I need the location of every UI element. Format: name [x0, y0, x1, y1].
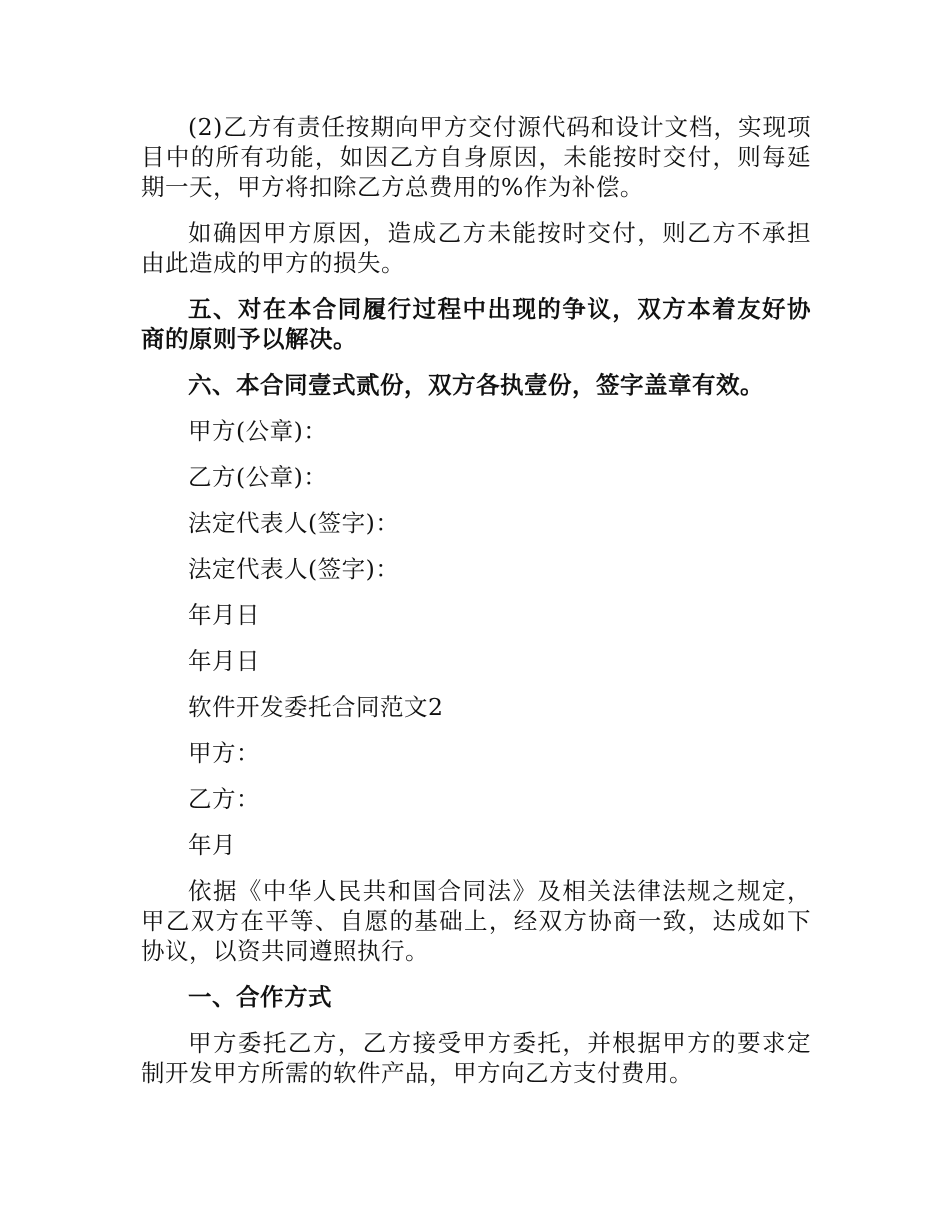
document-page [141, 112, 811, 1104]
clause-five-heading: 五、对在本合同履行过程中出现的争议，双方本着友好协商的原则予以解决。 [141, 295, 811, 353]
section-one-heading: 一、合作方式 [188, 983, 332, 1011]
legal-rep-signature-line-b: 法定代表人(签字)： [188, 555, 400, 583]
year-month-line: 年月 [188, 831, 236, 859]
paragraph-delivery-obligation: (2)乙方有责任按期向甲方交付源代码和设计文档，实现项目中的所有功能，如因乙方自身原因，未能按时交付，则每延期一天，甲方将扣除乙方总费用的%作为补偿。 [141, 113, 811, 201]
clause-six-heading: 六、本合同壹式贰份，双方各执壹份，签字盖章有效。 [188, 371, 764, 399]
party-a-line: 甲方： [188, 739, 260, 767]
party-a-seal-line: 甲方(公章)： [188, 417, 328, 445]
contract-title-2: 软件开发委托合同范文2 [188, 693, 444, 721]
party-b-line: 乙方： [188, 785, 260, 813]
legal-rep-signature-line-a: 法定代表人(签字)： [188, 509, 400, 537]
paragraph-cooperation-method: 甲方委托乙方，乙方接受甲方委托，并根据甲方的要求定制开发甲方所需的软件产品，甲方向乙方支付费用。 [141, 1029, 811, 1087]
date-line-b: 年月日 [188, 647, 260, 675]
party-b-seal-line: 乙方(公章)： [188, 463, 328, 491]
paragraph-party-a-cause: 如确因甲方原因，造成乙方未能按时交付，则乙方不承担由此造成的甲方的损失。 [141, 219, 811, 277]
date-line-a: 年月日 [188, 601, 260, 629]
paragraph-legal-basis: 依据《中华人民共和国合同法》及相关法律法规之规定，甲乙双方在平等、自愿的基础上，经双方协商一致，达成如下协议，以资共同遵照执行。 [141, 877, 811, 965]
